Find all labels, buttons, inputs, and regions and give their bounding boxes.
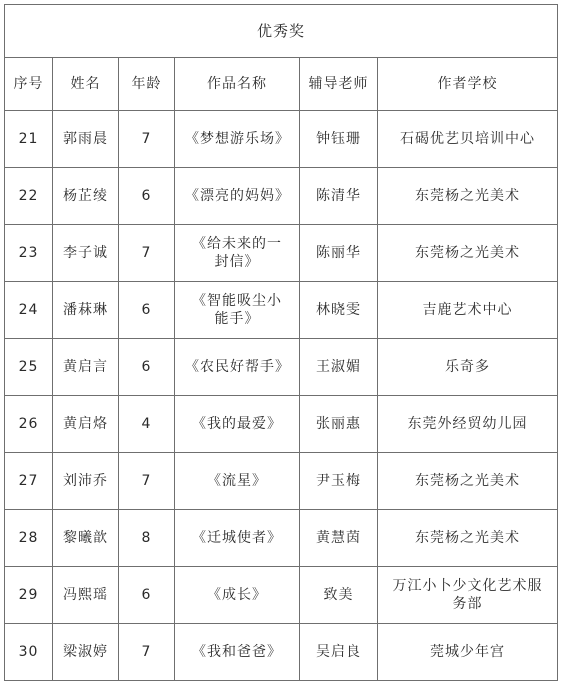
cell-age: 6 xyxy=(119,282,175,339)
cell-name: 杨芷绫 xyxy=(53,168,119,225)
cell-school: 石碣优艺贝培训中心 xyxy=(378,111,558,168)
cell-school: 乐奇多 xyxy=(378,339,558,396)
cell-no: 30 xyxy=(5,624,53,681)
cell-teacher: 林晓雯 xyxy=(300,282,378,339)
table-row xyxy=(5,225,558,282)
header-no: 序号 xyxy=(5,58,53,111)
cell-teacher: 陈清华 xyxy=(300,168,378,225)
cell-name: 黄启烙 xyxy=(53,396,119,453)
cell-age: 7 xyxy=(119,225,175,282)
table-row xyxy=(5,111,558,168)
cell-teacher: 吴启良 xyxy=(300,624,378,681)
cell-school: 吉鹿艺术中心 xyxy=(378,282,558,339)
header-teacher: 辅导老师 xyxy=(300,58,378,111)
table-row xyxy=(5,339,558,396)
cell-age: 7 xyxy=(119,624,175,681)
header-school: 作者学校 xyxy=(378,58,558,111)
cell-school: 莞城少年宫 xyxy=(378,624,558,681)
cell-teacher: 张丽惠 xyxy=(300,396,378,453)
cell-school: 东莞杨之光美术 xyxy=(378,168,558,225)
cell-school: 东莞杨之光美术 xyxy=(378,453,558,510)
cell-name: 黎曦歆 xyxy=(53,510,119,567)
cell-title: 《给未来的一封信》 xyxy=(175,225,300,282)
cell-title: 《成长》 xyxy=(175,567,300,624)
cell-age: 6 xyxy=(119,567,175,624)
cell-age: 8 xyxy=(119,510,175,567)
title-row xyxy=(5,5,558,58)
cell-name: 黄启言 xyxy=(53,339,119,396)
table-row xyxy=(5,624,558,681)
cell-title: 《我的最爱》 xyxy=(175,396,300,453)
cell-no: 26 xyxy=(5,396,53,453)
cell-age: 7 xyxy=(119,111,175,168)
cell-school: 万江小卜少文化艺术服务部 xyxy=(378,567,558,624)
cell-no: 21 xyxy=(5,111,53,168)
cell-age: 7 xyxy=(119,453,175,510)
table-row xyxy=(5,510,558,567)
cell-no: 23 xyxy=(5,225,53,282)
cell-no: 27 xyxy=(5,453,53,510)
cell-school: 东莞杨之光美术 xyxy=(378,225,558,282)
header-row xyxy=(5,58,558,111)
cell-no: 25 xyxy=(5,339,53,396)
cell-name: 梁淑婷 xyxy=(53,624,119,681)
cell-name: 冯熙瑶 xyxy=(53,567,119,624)
award-title: 优秀奖 xyxy=(5,5,558,58)
cell-name: 李子诚 xyxy=(53,225,119,282)
cell-title: 《农民好帮手》 xyxy=(175,339,300,396)
table-row xyxy=(5,282,558,339)
cell-title: 《梦想游乐场》 xyxy=(175,111,300,168)
cell-title: 《智能吸尘小能手》 xyxy=(175,282,300,339)
cell-teacher: 致美 xyxy=(300,567,378,624)
table-row xyxy=(5,396,558,453)
cell-title: 《流星》 xyxy=(175,453,300,510)
table-row xyxy=(5,567,558,624)
cell-teacher: 钟钰珊 xyxy=(300,111,378,168)
cell-teacher: 尹玉梅 xyxy=(300,453,378,510)
cell-title: 《迁城使者》 xyxy=(175,510,300,567)
cell-teacher: 黄慧茵 xyxy=(300,510,378,567)
cell-age: 6 xyxy=(119,339,175,396)
table-row xyxy=(5,453,558,510)
cell-no: 28 xyxy=(5,510,53,567)
cell-no: 22 xyxy=(5,168,53,225)
header-title: 作品名称 xyxy=(175,58,300,111)
header-name: 姓名 xyxy=(53,58,119,111)
cell-age: 4 xyxy=(119,396,175,453)
cell-title: 《漂亮的妈妈》 xyxy=(175,168,300,225)
cell-name: 郭雨晨 xyxy=(53,111,119,168)
cell-teacher: 王淑媚 xyxy=(300,339,378,396)
cell-school: 东莞外经贸幼儿园 xyxy=(378,396,558,453)
cell-teacher: 陈丽华 xyxy=(300,225,378,282)
cell-name: 刘沛乔 xyxy=(53,453,119,510)
cell-no: 29 xyxy=(5,567,53,624)
cell-age: 6 xyxy=(119,168,175,225)
table-row xyxy=(5,168,558,225)
cell-title: 《我和爸爸》 xyxy=(175,624,300,681)
cell-school: 东莞杨之光美术 xyxy=(378,510,558,567)
award-table xyxy=(4,4,558,681)
cell-name: 潘菻琳 xyxy=(53,282,119,339)
header-age: 年龄 xyxy=(119,58,175,111)
cell-no: 24 xyxy=(5,282,53,339)
